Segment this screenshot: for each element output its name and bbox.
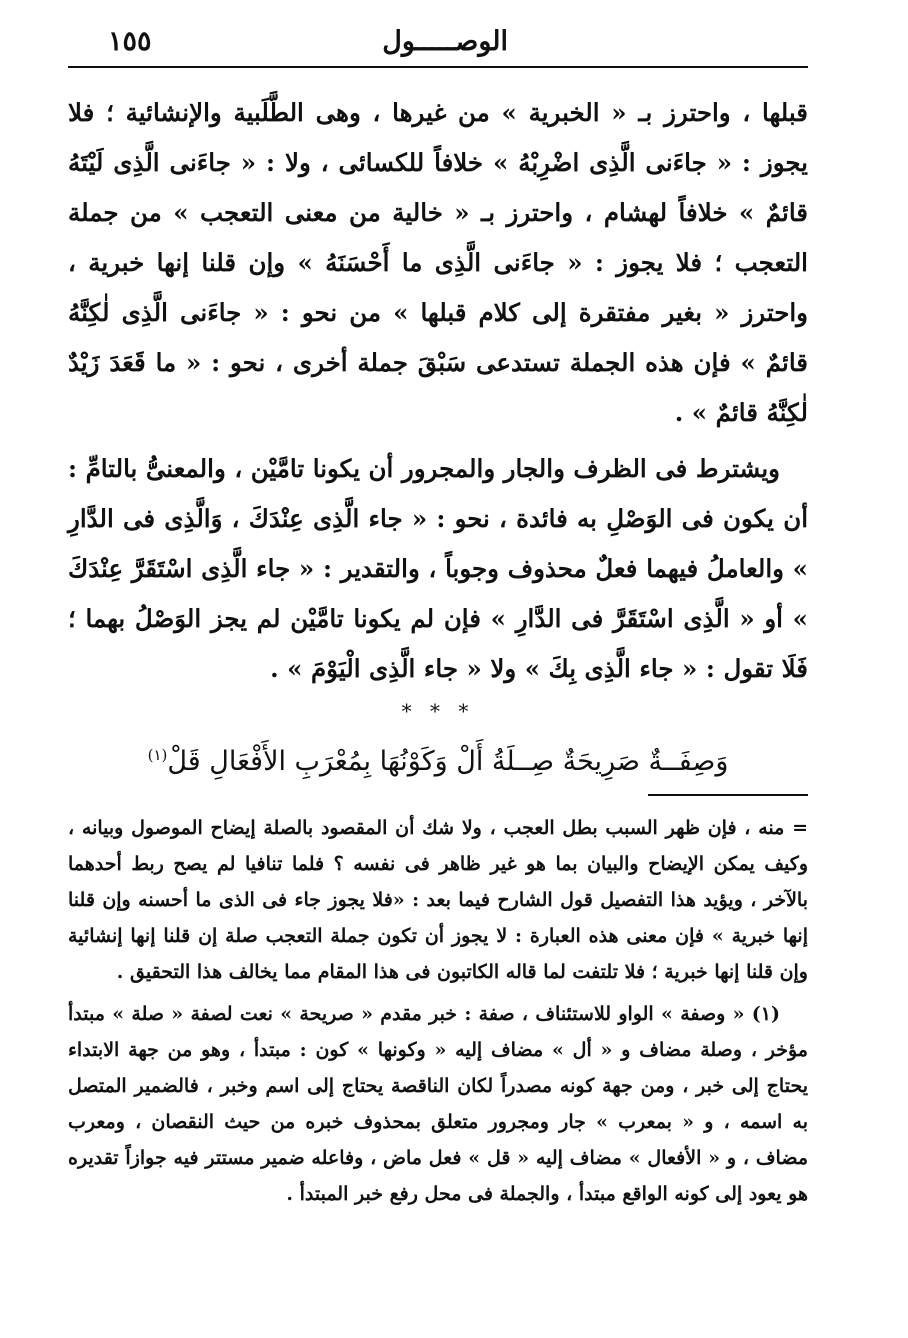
verse-line (68, 730, 808, 780)
body-paragraph-2: ويشترط فى الظرف والجار والمجرور أن يكونا تامَّيْن ، والمعنىُّ بالتامِّ : أن يكون فى الوَصْلِ به فائدة ، نحو : « جاء الَّذِى عِنْدَكَ ، وَالَّذِى فى الدَّارِ » والعاملُ فيهما فعلٌ محذوف وجوباً ، والتقدير : « جاء الَّذِى اسْتَقَرَّ عِنْدَكَ » أو « الَّذِى اسْتَقَرَّ فى الدَّارِ » فإن لم يكونا تامَّيْن لم يجز الوَصْلُ بهما ؛ فَلَا تقول : « جاء الَّذِى بِكَ » ولا « جاء الَّذِى الْيَوْمَ » . (68, 454, 808, 683)
footnote-1: (١) « وصفة » الواو للاستئناف ، صفة : خبر مقدم « صريحة » نعت لصفة « صلة » مبتدأ مؤخر ، وصلة مضاف و « أل » مضاف إليه « وكونها » كون : مبتدأ ، وهو من جهة الابتداء يحتاج إلى خبر ، ومن جهة كونه مصدراً لكان الناقصة يحتاج إلى اسم وخبر ، فالضمير المتصل به اسمه ، و « بمعرب » جار ومجرور متعلق بمحذوف خبره من حيث النقصان ، ومعرب مضاف ، و « الأفعال » مضاف إليه « قل » فعل ماض ، وفاعله ضمير مستتر فيه جوازاً تقديره هو يعود إلى كونه الواقع مبتدأ ، والجملة فى محل رفع خبر المبتدأ . (68, 1003, 808, 1205)
verse-text: وَصِفَــةٌ صَرِيحَةٌ صِــلَةُ أَلْ وَكَوْنُهَا بِمُعْرَبِ الأَفْعَالِ قَلْ (167, 746, 729, 777)
book-page (68, 22, 808, 1322)
verse-footnote-marker: (١) (147, 746, 168, 764)
footnote-rule (648, 794, 808, 796)
page-number: ١٥٥ (108, 26, 152, 57)
footnotes (68, 810, 808, 1212)
running-header (68, 22, 808, 68)
chapter-title: الوصـــــول (382, 26, 508, 57)
footnote-continuation: = منه ، فإن ظهر السبب بطل العجب ، ولا شك أن المقصود بالصلة إيضاح الموصول وبيانه ، وكيف يمكن الإيضاح والبيان بما هو غير ظاهر فى نفسه ؟ فلما تنافيا لم يصح ربط أحدهما بالآخر ، ويؤيد هذا التفصيل قول الشارح فيما بعد : «فلا يجوز جاء فى الذى ما أحسنه وإن قلنا إنها خبرية » فإن معنى هذه العبارة : لا يجوز أن تكون جملة التعجب صلة إن قلنا إنها إنشائية وإن قلنا إنها خبرية ؛ فلا تلتفت لما قاله الكاتبون فى هذا المقام مما يخالف هذا التحقيق . (68, 817, 808, 983)
section-separator: * * * (401, 699, 475, 723)
body-paragraph-1: قبلها ، واحترز بـ « الخبرية » من غيرها ، وهى الطَّلَبية والإنشائية ؛ فلا يجوز : « جاءَنى الَّذِى اضْرِبْهُ » خلافاً للكسائى ، ولا : « جاءَنى الَّذِى لَيْتَهُ قائمٌ » خلافاً لهشام ، واحترز بـ « خالية من معنى التعجب » من جملة التعجب ؛ فلا يجوز : « جاءَنى الَّذِى ما أَحْسَنَهُ » وإن قلنا إنها خبرية ، واحترز « بغير مفتقرة إلى كلام قبلها » من نحو : « جاءَنى الَّذِى لٰكِنَّهُ قائمٌ » فإن هذه الجملة تستدعى سَبْقَ جملة أخرى ، نحو : « ما قَعَدَ زَيْدٌ لٰكِنَّهُ قائمٌ » . (68, 98, 808, 427)
main-text (68, 88, 808, 694)
